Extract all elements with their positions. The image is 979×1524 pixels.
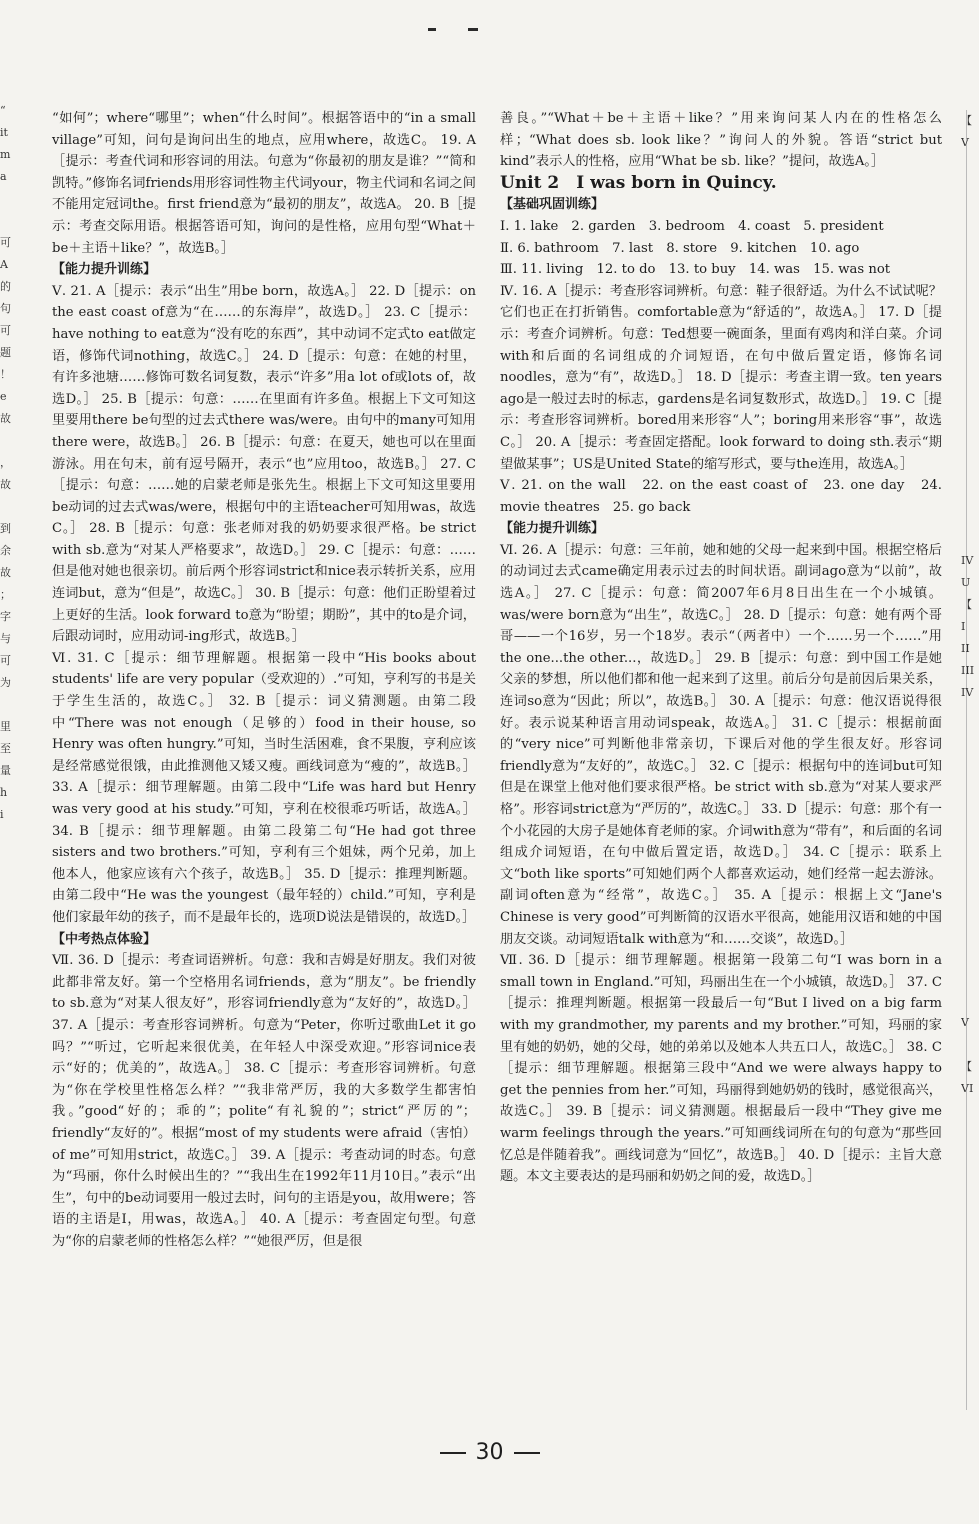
answer-paragraph: Ⅴ. 21. A［提示：表示“出生”用be born，故选A。］ 22. D［提示：on the east coast of意为“在……的东海岸”，故选D。］ 23. C［提示：have nothing to eat意为“没有吃的东西”，其中动词不定式to eat做定语，修饰代词nothing，故选C。］ 24. D［提示：句意：在她的村里，有许多池塘……修饰可数名词复数，表示“许多”用a lot of或lots of，故选D。］ 25. B［提示：句意：……在里面有许多鱼。根据上下文可知这里要用there be句型的过去式there was/were。由句中的many可知用there were，故选B。］ 26. B［提示：句意：在夏天，她也可以在里面游泳。用在句末，前有逗号隔开，表示“也”应用too，故选B。］ 27. C［提示：句意：……她的启蒙老师是张先生。根据上下文可知这里要用be动词的过去式was/were，根据句中的主语teacher可知用was，故选C。］ 28. B［提示：句意：张老师对我的奶奶要求很严格。be strict with sb.意为“对某人严格要求”，故选D。］ 29. C［提示：句意：……但是他对她也很亲切。前后两个形容词strict和nice表示转折关系，应用连词but，意为“但是”，故选C。］ 30. B［提示：句意：他们正盼望着过上更好的生活。look forward to意为“盼望；期盼”，其中的to是介词，后跟动词时，应用动词-ing形式，故选B。］ [52,283,476,645]
edge-fragment [961,990,979,1012]
answer-paragraph: Ⅰ. 1. lake 2. garden 3. bedroom 4. coast 5. president [500,218,884,234]
edge-fragment: m [0,148,11,161]
edge-fragment [961,770,979,792]
edge-fragment: 【 [961,114,972,127]
left-edge-fragments [0,100,20,1300]
edge-fragment: A [0,258,8,271]
answer-paragraph: Ⅶ. 36. D［提示：细节理解题。根据第一段第二句“I was born in a small town in England.”可知，玛丽出生在一个小城镇，故选D。］ 37. C［提示：推理判断题。根据第一段最后一句“But I lived on a big farm with my grandmother, my parents and my brother.”可知，玛丽的家里有她的奶奶，她的父母，她的弟弟以及她本人共五口人，故选C。］ 38. C［提示：细节理解题。根据第三段中“And we were always happy to get the pennies from her.”可知，玛丽得到她奶奶的钱时，感觉很高兴，故选C。］ 39. B［提示：词义猜测题。根据最后一段中“They give me warm feelings through the years.”可知画线词所在句的句意为“那些回忆总是伴随着我”。画线词意为“回忆”，故选B。］ 40. D［提示：主旨大意题。本文主要表达的是玛丽和奶奶之间的爱，故选D。］ [500,953,942,1185]
edge-fragment: “ [0,104,6,117]
edge-fragment [961,704,979,726]
answer-paragraph: Ⅳ. 16. A［提示：考查形容词辨析。句意：鞋子很舒适。为什么不试试呢？它们也正在打折销售。comfortable意为“舒适的”，故选A。］ 17. D［提示：考查介词辨析。句意：Ted想要一碗面条，里面有鸡肉和洋白菜。介词with和后面的名词组成的介词短语，在句中做后置定语，修饰名词noodles，意为“有”，故选D。］ 18. D［提示：考查主谓一致。ten years ago是一般过去时的标志，gardens是名词复数形式，故选D。］ 19. C［提示：考查形容词辨析。bored用来形容“人”；boring用来形容“事”，故选C。］ 20. A［提示：考查固定搭配。look forward to doing sth.表示“期望做某事”；US是United State的缩写形式，要与the连用，故选A。］ [500,283,942,472]
section-heading: 【能力提升训练】 [500,521,605,537]
edge-fragment [961,902,979,924]
edge-fragment [961,880,979,902]
edge-fragment [961,528,979,550]
edge-fragment: VI [961,1082,974,1095]
edge-fragment: 为 [0,676,11,689]
edge-fragment: 到 [0,522,11,535]
edge-fragment [0,210,20,232]
edge-fragment: 量 [0,764,11,777]
edge-fragment: it [0,126,8,139]
left-column [52,108,476,1252]
edge-fragment [961,198,979,220]
edge-fragment: IV [961,554,974,567]
unit-title: Unit 2 I was born in Quincy. [500,172,777,193]
answer-paragraph: “如何”；where“哪里”；when“什么时间”。根据答语中的“in a small village”可知，问句是询问出生的地点，应用where，故选C。 19. A［提示：考查代词和形容词的用法。句意为“你最初的朋友是谁？”“简和凯特。”修饰名词friends用形容词性物主代词your，物主代词和名词之间不能用定冠词the。first friend意为“最初的朋友”，故选A。 20. B［提示：考查交际用语。根据答语可知，询问的是性格，应用句型“What＋be＋主语＋like？”，故选B。］ [52,111,476,256]
page-number: 30 [475,1440,504,1465]
edge-fragment [961,374,979,396]
edge-fragment: 【 [961,1060,972,1073]
edge-fragment: 故 [0,478,11,491]
edge-fragment [961,792,979,814]
edge-fragment [961,220,979,242]
edge-fragment: IV [961,686,974,699]
edge-fragment [961,1034,979,1056]
edge-fragment [961,440,979,462]
edge-fragment: ， [0,456,11,469]
edge-fragment [961,286,979,308]
edge-fragment [961,506,979,528]
right-column [500,108,942,1188]
edge-fragment [961,858,979,880]
edge-fragment [961,418,979,440]
edge-fragment [961,242,979,264]
edge-fragment [961,330,979,352]
edge-fragment [961,968,979,990]
edge-fragment [961,352,979,374]
edge-fragment: 可 [0,324,11,337]
edge-fragment: 可 [0,654,11,667]
edge-fragment [961,924,979,946]
edge-fragment [961,154,979,176]
edge-fragment [961,836,979,858]
edge-fragment: 可 [0,236,11,249]
answer-paragraph: Ⅵ. 31. C［提示：细节理解题。根据第一段中“His books about students' life are very popular（受欢迎的）.”可知，亨利写的书是关于学生生活的，故选C。］ 32. B［提示：词义猜测题。由第二段中“There was not enough（足够的）food in their house, so Henry was often hungry.”可知，当时生活困难，食不果腹，亨利应该是经常感觉很饿，由此推测他又矮又瘦。画线词意为“瘦的”，故选B。］ 33. A［提示：细节理解题。由第二段中“Life was hard but Henry was very good at his study.”可知，亨利在校很乖巧听话，故选A。］ 34. B［提示：细节理解题。由第二段第二句“He had got three sisters and two brothers.”可知，亨利有三个姐妹，两个兄弟，加上他本人，他家应该有六个孩子，故选B。］ 35. D［提示：推理判断题。由第二段中“He was the youngest（最年轻的）child.”可知，亨利是他们家最年幼的孩子，而不是最年长的，选项D说法是错误的，故选D。］ [52,650,476,925]
answer-paragraph: Ⅶ. 36. D［提示：考查词语辨析。句意：我和吉姆是好朋友。我们对彼此都非常友好。第一个空格用名词friends，意为“朋友”。be friendly to sb.意为“对某人很友好”，形容词friendly意为“友好的”，故选D。］ 37. A［提示：考查形容词辨析。句意为“Peter，你听过歌曲Let it go吗？”“听过，它听起来很优美，在年轻人中深受欢迎。”形容词nice表示“好的；优美的”，故选A。］ 38. C［提示：考查形容词辨析。句意为“你在学校里性格怎么样？”“我非常严厉，我的大多数学生都害怕我。”good“好的；乖的”；polite“有礼貌的”；strict“严厉的”；friendly“友好的”。根据“most of my students were afraid（害怕）of me”可知用strict，故选C。］ 39. A［提示：考查动词的时态。句意为“玛丽，你什么时候出生的？”“我出生在1992年11月10日。”表示“出生”，句中的be动词要用一般过去时，问句的主语是you，故用were；答语的主语是I，用was，故选A。］ 40. A［提示：考查固定句型。句意为“你的启蒙老师的性格怎么样？”“她很严厉，但是很 [52,953,476,1249]
edge-fragment: U [961,576,971,589]
section-heading: 【基础巩固训练】 [500,197,605,213]
edge-fragment [961,462,979,484]
edge-fragment [961,264,979,286]
edge-fragment: ； [0,588,11,601]
edge-fragment: 里 [0,720,11,733]
edge-fragment [0,188,20,210]
edge-fragment: a [0,170,7,183]
answer-paragraph: Ⅲ. 11. living 12. to do 13. to buy 14. was 15. was not [500,262,891,278]
edge-fragment: 与 [0,632,11,645]
edge-fragment: III [961,664,975,677]
top-marks [420,22,540,42]
edge-fragment: V [961,136,969,149]
page-footer [0,1440,979,1465]
edge-fragment: 的 [0,280,11,293]
answer-paragraph: 善良。”“What＋be＋主语＋like？”用来询问某人内在的性格怎么样；“What does sb. look like？”询问人的外貌。答语“strict but kind”表示人的性格，应用“What be sb. like？”提问，故选A。］ [500,111,942,170]
edge-fragment: ！ [0,368,11,381]
edge-fragment [961,176,979,198]
edge-fragment: 故 [0,566,11,579]
edge-fragment: V [961,1016,969,1029]
edge-fragment: I [961,620,966,633]
edge-fragment [961,946,979,968]
edge-fragment: 字 [0,610,11,623]
edge-fragment [0,430,20,452]
edge-fragment [961,396,979,418]
edge-fragment [961,308,979,330]
answer-paragraph: Ⅴ. 21. on the wall 22. on the east coast of 23. one day 24. movie theatres 25. go back [500,478,942,515]
edge-fragment: II [961,642,970,655]
answer-paragraph: Ⅵ. 26. A［提示：句意：三年前，她和她的父母一起来到中国。根据空格后的动词过去式came确定用表示过去的时间状语。副词ago意为“以前”，故选A。］ 27. C［提示：句意：简2007年6月8日出生在一个小城镇。was/were born意为“出生”，故选C。］ 28. D［提示：句意：她有两个哥哥——一个16岁，另一个18岁。表示“（两者中）一个……另一个……”用the one...the other...，故选D。］ 29. B［提示：句意：到中国工作是她父亲的梦想，所以他们都和他一起来到了这里。前后分句是前因后果关系，连词so意为“因此；所以”，故选B。］ 30. A［提示：句意：他汉语说得很好。表示说某种语言用动词speak，故选A。］ 31. C［提示：根据前面的“very nice”可判断他非常亲切，下课后对他的学生很友好。形容词friendly意为“友好的”，故选C。］ 32. C［提示：根据句中的连词but可知但是在课堂上他对他们要求很严格。be strict with sb.意为“对某人要求严格”。形容词strict意为“严厉的”，故选C。］ 33. D［提示：句意：那个有一个小花园的大房子是她体育老师的家。介词with意为“带有”，和后面的名词组成介词短语，在句中做后置定语，故选D。］ 34. C［提示：联系上文“both like sports”可知她们两个人都喜欢运动，她们经常一起去游泳。副词often意为“经常”，故选C。］ 35. A［提示：根据上文“Jane's Chinese is very good”可判断简的汉语水平很高，她能用汉语和她的中国朋友交谈。动词短语talk with意为“和……交谈”，故选D。］ [500,542,942,947]
edge-fragment [961,814,979,836]
section-heading: 【中考热点体验】 [52,931,157,947]
edge-fragment: 【 [961,598,972,611]
edge-fragment: e [0,390,7,403]
edge-fragment [961,484,979,506]
edge-fragment: 故 [0,412,11,425]
edge-fragment: 题 [0,346,11,359]
edge-fragment [961,748,979,770]
section-heading: 【能力提升训练】 [52,262,157,278]
edge-fragment: h [0,786,8,799]
edge-fragment: i [0,808,4,821]
answer-paragraph: Ⅱ. 6. bathroom 7. last 8. store 9. kitchen 10. ago [500,240,860,256]
edge-fragment: 句 [0,302,11,315]
edge-fragment [0,826,20,848]
right-edge-fragments [961,110,979,1310]
edge-fragment [961,726,979,748]
edge-fragment [0,694,20,716]
edge-fragment: 余 [0,544,11,557]
edge-fragment: 至 [0,742,11,755]
edge-fragment [0,496,20,518]
